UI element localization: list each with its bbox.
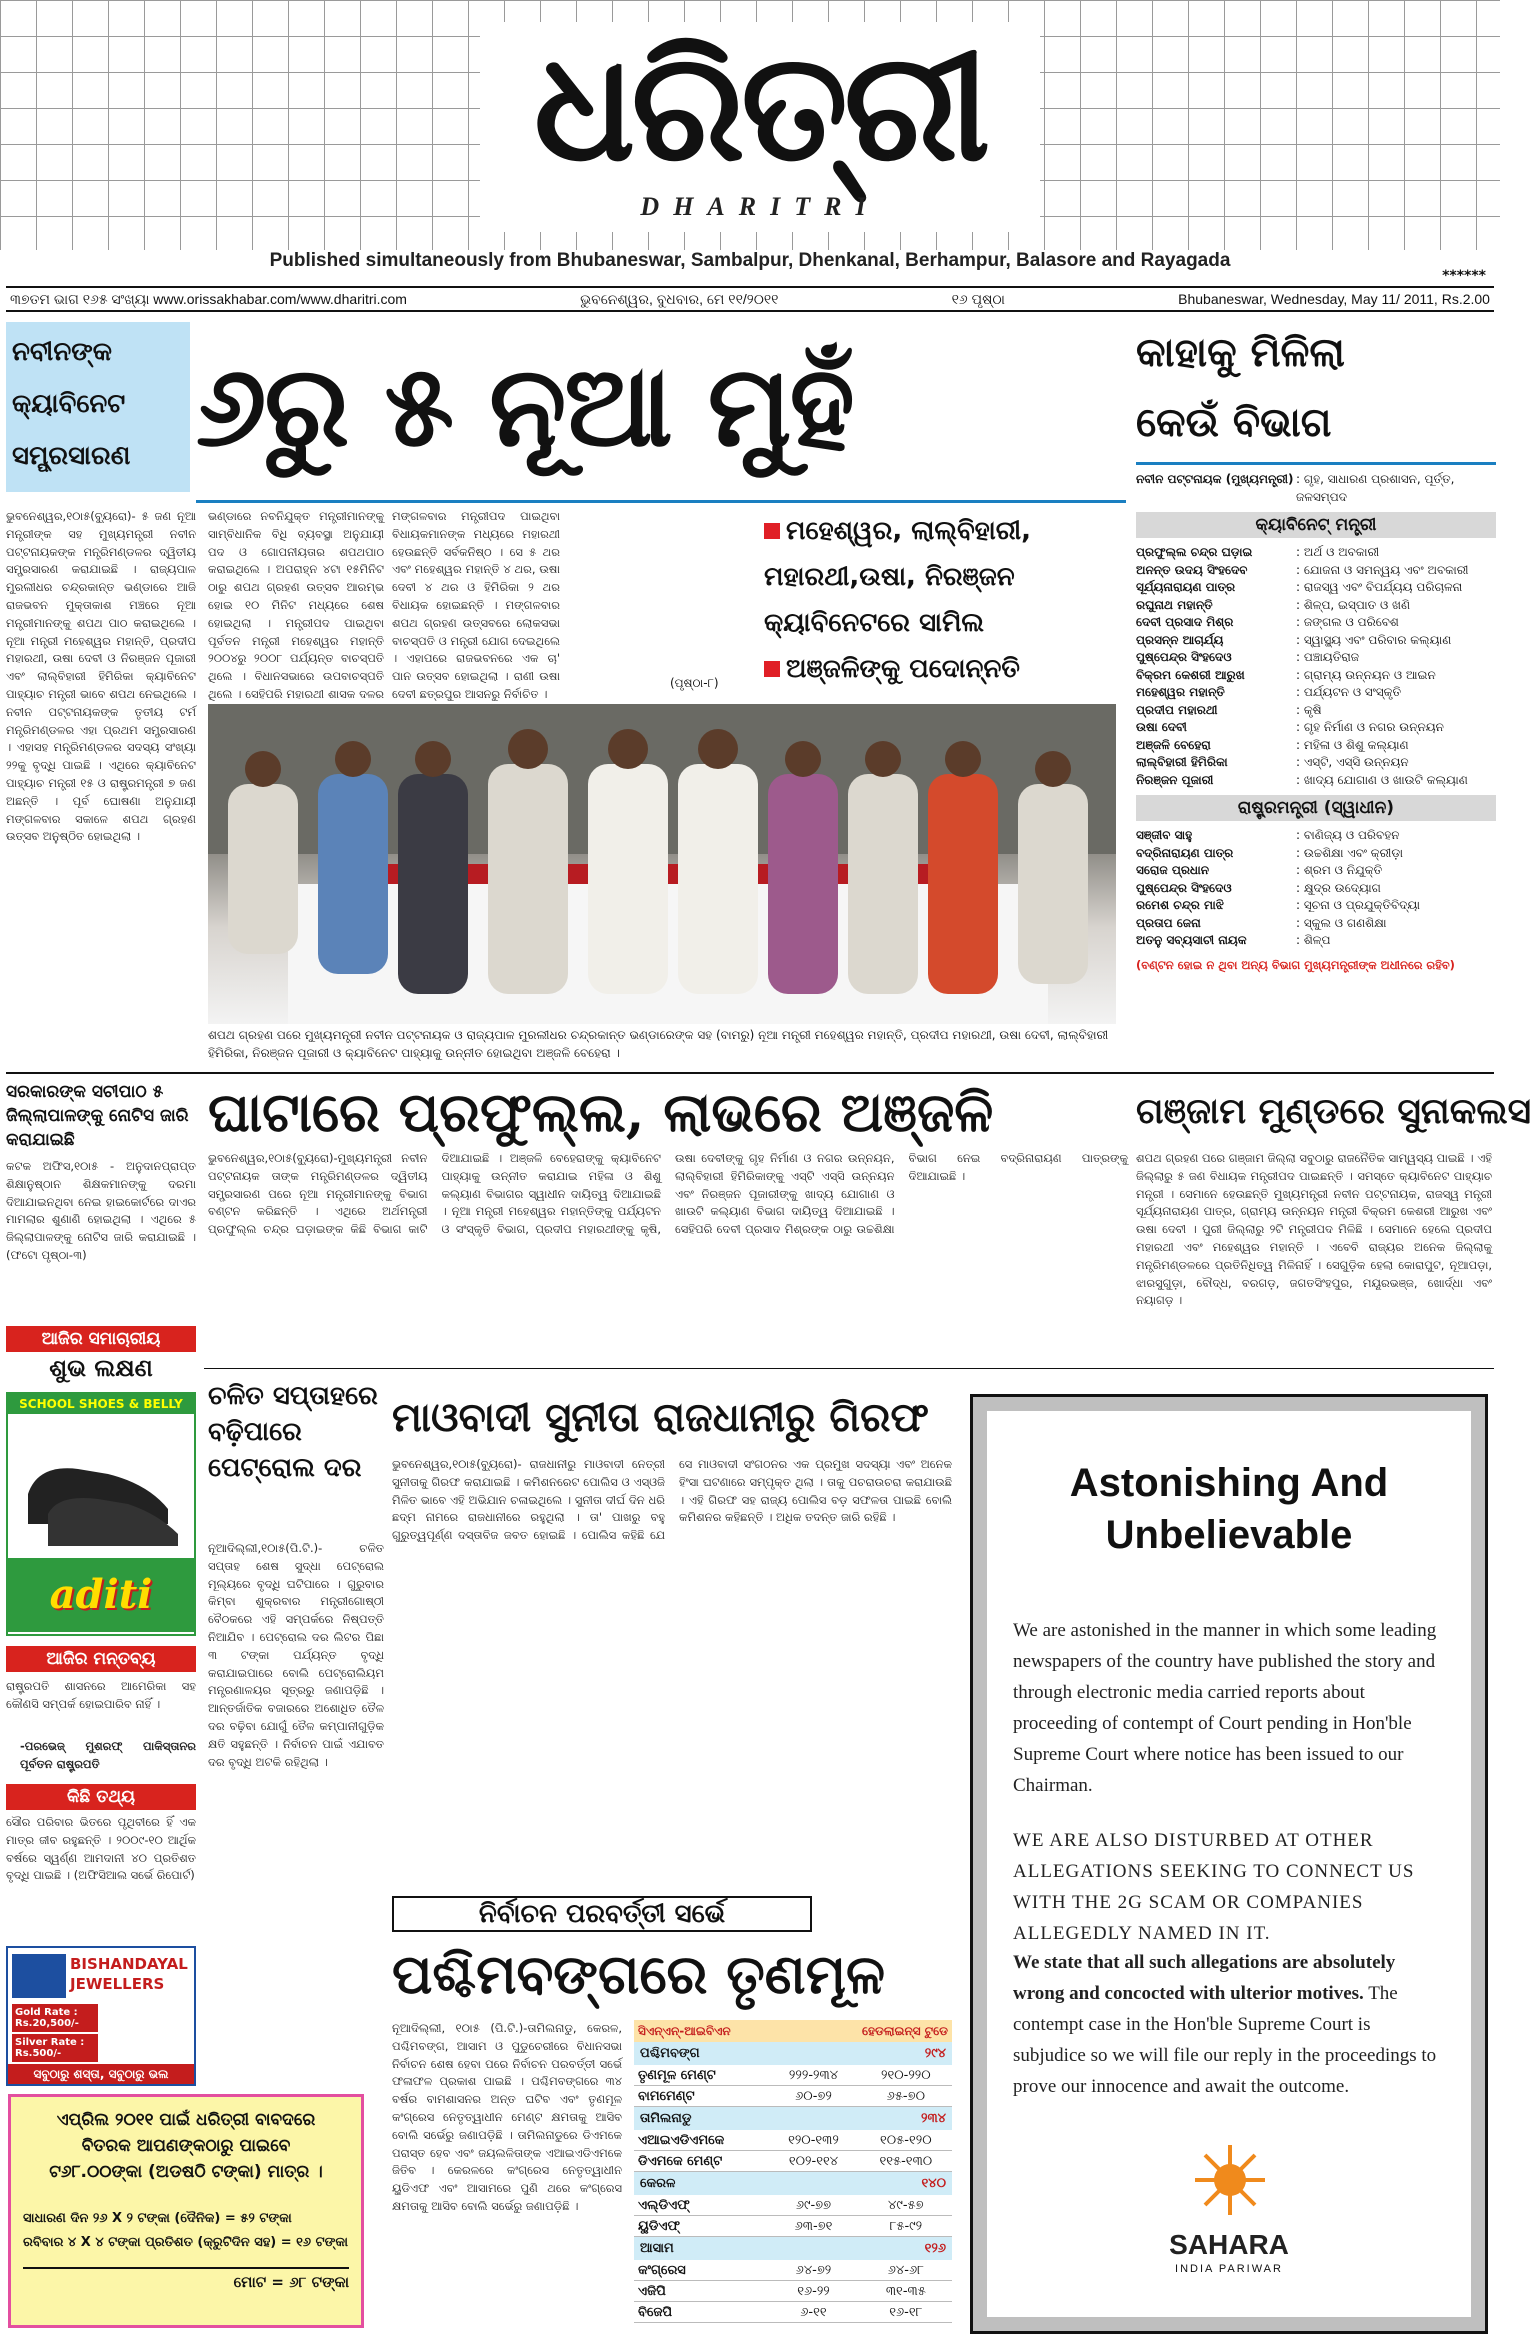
minister-name: ଦେବୀ ପ୍ରସାଦ ମିଶ୍ର — [1136, 615, 1234, 629]
jewellers-logo-icon — [12, 1954, 66, 1998]
minister-dept: : ଅର୍ଥ ଓ ଅବକାରୀ — [1296, 545, 1380, 559]
poll-row: ବାମମେଣ୍ଟ ୬୦-୭୨ ୬୫-୭୦ — [634, 2086, 952, 2107]
cabinet-row — [1136, 544, 1496, 562]
jewellers-ad[interactable] — [6, 1946, 196, 2086]
state-minister-row — [1136, 880, 1496, 898]
poll-state-header: କେରଳ ୧୪୦ — [634, 2172, 952, 2195]
minister-name: ପ୍ରଦୀପ ମହାରଥୀ — [1136, 702, 1218, 717]
poll-row: ତୃଣମୂଳ ମେଣ୍ଟ ୨୨୨-୨୩୪ ୨୧୦-୨୨୦ — [634, 2065, 952, 2086]
photo-illustration — [208, 704, 1116, 1024]
state-minister-row — [1136, 827, 1496, 845]
ai-label: ଆଜିର ସମାଚାରୀୟ — [6, 1326, 196, 1352]
cabinet-row — [1136, 579, 1496, 597]
minister-dept: : କୃଷି — [1296, 702, 1322, 717]
minister-name: ପ୍ରଫୁଲ୍ଲ ଚନ୍ଦ୍ର ଘଡ଼ାଇ — [1136, 545, 1253, 559]
jewellers-brand: BISHANDAYAL JEWELLERS — [70, 1955, 188, 1993]
exit-poll-table — [634, 2020, 952, 2323]
state-minister-row — [1136, 915, 1496, 933]
minister-name: ବଦ୍ରିନାରାୟଣ ପାତ୍ର — [1136, 845, 1234, 860]
cabinet-label: କ୍ୟାବିନେଟ୍ ମନ୍ତ୍ରୀ — [1136, 512, 1496, 538]
lead-rule — [196, 500, 1126, 503]
minister-dept: : ଖାଦ୍ୟ ଯୋଗାଣ ଓ ଖାଉଟି କଲ୍ୟାଣ — [1296, 772, 1468, 787]
minister-dept: : ଗୃହ ନିର୍ମାଣ ଓ ନଗର ଉନ୍ନୟନ — [1296, 720, 1444, 734]
notice-headline: ସରକାରଙ୍କ ସଚୀପାଠ ୫ ଜିଲ୍ଲାପାଳଙ୍କୁ ନୋଟିସ ଜାରି କରାଯାଇଛି — [6, 1082, 189, 1150]
fact-text: ସୌର ପରିବାର ଭିତରେ ପୃଥିବୀରେ ହିଁ ଏକ ମାତ୍ର ଜୀବ ରହୁଛନ୍ତି । ୨୦୦୯-୧୦ ଆର୍ଥିକ ବର୍ଷରେ ସ୍ୱର୍ଣ୍ଣ ଆମଦାନୀ ୪୦ ପ୍ରତିଶତ ବୃଦ୍ଧି ପାଇଛି । (ଅଫିସିଆଲ ସର୍ଭେ ରିପୋର୍ଟ) — [6, 1815, 196, 1883]
cabinet-row — [1136, 719, 1496, 737]
minister-dept: : ଯୋଜନା ଓ ସମନ୍ୱୟ ଏବଂ ଅବକାରୀ — [1296, 562, 1469, 577]
english-date: Bhubaneswar, Wednesday, May 11/ 2011, Rs.2.00 — [1178, 291, 1490, 307]
edition-stars: ****** — [1442, 268, 1486, 284]
state-minister-row — [1136, 932, 1496, 950]
subscription-line2: ବିତରକ ଆପଣଙ୍କଠାରୁ ପାଇବେ — [81, 2136, 291, 2156]
logo-subtitle: DHARITRI — [640, 192, 880, 221]
sahara-ad-para3-rest: The contempt case in the Hon'ble Supreme Court is subjudice so we will file our reply in the proceedings to prove our innocence and await the outcome. — [1013, 1983, 1437, 2097]
minister-name: ପ୍ରସନ୍ନ ଆଚାର୍ଯ୍ୟ — [1136, 632, 1224, 647]
lead-column-3: ମଙ୍ଗଳବାର ମନ୍ତ୍ରୀପଦ ପାଇଥିବା ବିଧାୟକମାନଙ୍କ ମଧ୍ୟରେ ମହାରଥୀ ହେଉଛନ୍ତି ସର୍ବକନିଷ୍ଠ । ସେ ୫ ଥର ଏବଂ ମହେଶ୍ୱର ମହାନ୍ତି ୪ ଥର, ଉଷା ଦେବୀ ୪ ଥର ଓ ହିମିରିକା ୨ ଥର ବିଧାୟକ ହୋଇଛନ୍ତି । ମଙ୍ଗଳବାର ଶପଥ ଗ୍ରହଣ ଉତ୍ସବରେ ଲୋକସଭା ବାଚସ୍ପତି ଓ ମନ୍ତ୍ରୀ ଯୋଗ ଦେଇଥିଲେ । ଏହାପରେ ରାଜଭବନରେ ଏକ ଚା' ପାନ ଉତ୍ସବ ହୋଇଥିଲା । ରାଣୀ ଉଷା ଦେବୀ ଛତ୍ରପୁର ଆସନରୁ ନିର୍ବାଚିତ । — [392, 509, 560, 701]
minister-name: ଅତନୁ ସବ୍ୟସାଚୀ ନାୟକ — [1136, 933, 1247, 947]
poll-row: ବିଜେପି ୬-୧୧ ୧୬-୧୮ — [634, 2302, 952, 2323]
cabinet-list — [1136, 544, 1496, 789]
cabinet-row — [1136, 754, 1496, 772]
subscription-row1: ସାଧାରଣ ଦିନ ୨୬ X ୨ ଟଙ୍କା (ଦୈନିକ) = ୫୨ ଟଙ୍କା — [23, 2211, 292, 2226]
exit-poll-kicker: ନିର୍ବାଚନ ପରବର୍ତ୍ତୀ ସର୍ଭେ — [392, 1896, 812, 1932]
story2-headline: ଘାଟାରେ ପ୍ରଫୁଲ୍ଲ, ଲାଭରେ ଅଞ୍ଜଳି — [208, 1080, 994, 1144]
sahara-ad[interactable] — [970, 1394, 1488, 2334]
silver-rate: Silver Rate : Rs.500/- — [12, 2034, 98, 2062]
dept-row-chief: ନବୀନ ପଟ୍ଟନାୟକ (ମୁଖ୍ୟମନ୍ତ୍ରୀ) : ଗୃହ, ସାଧାରଣ ପ୍ରଶାସନ, ପୂର୍ତ୍ତ, ଜଳସମ୍ପଦ — [1136, 472, 1455, 504]
sahara-ad-title: Astonishing And Unbelievable — [1069, 1461, 1389, 1557]
minister-name: ମହେଶ୍ୱର ମହାନ୍ତି — [1136, 685, 1225, 699]
petrol-headline: ଚଳିତ ସପ୍ତାହରେ ବଢ଼ିପାରେ ପେଟ୍ରୋଲ ଦର — [208, 1381, 378, 1483]
cabinet-row — [1136, 632, 1496, 650]
cabinet-row — [1136, 562, 1496, 580]
minister-dept: : ଗ୍ରାମ୍ୟ ଉନ୍ନୟନ ଓ ଆଇନ — [1296, 667, 1436, 682]
state-minister-row — [1136, 862, 1496, 880]
quote-author: -ପରଭେଜ୍ ମୁଶରଫ୍ ପାକିସ୍ତାନର ପୂର୍ବତନ ରାଷ୍ଟ୍ରପତି — [20, 1739, 196, 1771]
gold-rate: Gold Rate : Rs.20,500/- — [12, 2004, 98, 2032]
minister-name: ସୂର୍ଯ୍ୟନାରାୟଣ ପାତ୍ର — [1136, 580, 1236, 594]
shoe-icon — [8, 1414, 194, 1554]
sahara-brand: SAHARA — [1169, 2229, 1289, 2260]
departments-headline-1: କାହାକୁ ମିଳିଲା — [1136, 330, 1345, 376]
page-count: ୧୬ ପୃଷ୍ଠା — [951, 290, 1005, 307]
minister-dept: : ପଞ୍ଚାୟତିରାଜ — [1296, 650, 1360, 664]
exit-poll-rows — [634, 2042, 952, 2323]
minister-name: ନିରଞ୍ଜନ ପୂଜାରୀ — [1136, 772, 1214, 787]
minister-name: ପୁଷ୍ପେନ୍ଦ୍ର ସିଂହଦେଓ — [1136, 880, 1232, 895]
swearing-in-photo — [208, 704, 1116, 1024]
poll-state-header: ତାମିଲନାଡୁ ୨୩୪ — [634, 2107, 952, 2130]
shoes-ad[interactable] — [6, 1392, 196, 1636]
story3-body: ଶପଥ ଗ୍ରହଣ ପରେ ଗଞ୍ଜାମ ଜିଲ୍ଲା ସବୁଠାରୁ ରାଜନୈତିକ ସାମ୍ୱସ୍ୟ ପାଇଛି । ଏହି ଜିଲ୍ଲାରୁ ୫ ଜଣ ବିଧାୟକ ମନ୍ତ୍ରୀପଦ ପାଇଛନ୍ତି । ସମସ୍ତେ କ୍ୟାବିନେଟ ପାହ୍ୟାଚ ମନ୍ତ୍ରୀ । ସେମାନେ ହେଉଛନ୍ତି ମୁଖ୍ୟମନ୍ତ୍ରୀ ନବୀନ ପଟ୍ଟନାୟକ, ରାଜସ୍ୱ ମନ୍ତ୍ରୀ ସୂର୍ଯ୍ୟନାରାୟଣ ପାତ୍ର, ଗ୍ରାମ୍ୟ ଉନ୍ନୟନ ମନ୍ତ୍ରୀ ବିକ୍ରମ କେଶରୀ ଆରୁଖ ଏବଂ ଉଷା ଦେବୀ । ପୁରୀ ଜିଲ୍ଲାରୁ ୨ଟି ମନ୍ତ୍ରୀପଦ ମିଳିଛି । ସେମାନେ ହେଲେ ପ୍ରଦୀପ ମହାରଥୀ ଏବଂ ମହେଶ୍ୱର ମହାନ୍ତି । ଏବେବି ରାଜ୍ୟର ଅନେକ ଜିଲ୍ଲାକୁ ମନ୍ତ୍ରିମଣ୍ଡଳରେ ପ୍ରତିନିଧିତ୍ୱ ମିଳିନାହିଁ । ସେଗୁଡ଼ିକ ହେଲା କୋରାପୁଟ, ନୂଆପଡ଼ା, ଝାରସୁଗୁଡ଼ା, ବୌଦ୍ଧ, ବରଗଡ଼, ଜଗତସିଂହପୁର, ମୟୂରଭଞ୍ଜ, ଖୋର୍ଦ୍ଧା ଏବଂ ନୟାଗଡ଼ । — [1136, 1151, 1492, 1308]
maoist-headline: ମାଓବାଦୀ ସୁନୀତା ରାଜଧାନୀରୁ ଗିରଫ — [392, 1394, 929, 1441]
minister-dept: : ରାଜସ୍ୱ ଏବଂ ବିପର୍ଯ୍ୟୟ ପରିଚାଳନା — [1296, 580, 1463, 594]
minister-name: ଅନନ୍ତ ଉଦୟ ସିଂହଦେବ — [1136, 562, 1248, 577]
departments-headline-2: କେଉଁ ବିଭାଗ — [1136, 400, 1332, 446]
maoist-body: ଭୁବନେଶ୍ୱର,୧୦ା୫(ବ୍ୟୁରୋ)- ରାଜଧାନୀରୁ ମାଓବାଦୀ ନେତ୍ରୀ ସୁନୀତାକୁ ଗିରଫ କରାଯାଇଛି । କମିଶନରେଟ ପୋଲିସ ଓ ଏସ୍‌ଓଜି ମିଳିତ ଭାବେ ଏହି ଅଭିଯାନ ଚଳାଇଥିଲେ । ସୁନୀତା ଦୀର୍ଘ ଦିନ ଧରି ଛଦ୍ମ ନାମରେ ରାଜଧାନୀରେ ରହୁଥିଲା । ତା' ପାଖରୁ ବହୁ ଗୁରୁତ୍ୱପୂର୍ଣ୍ଣ ଦସ୍ତାବିଜ ଜବତ ହୋଇଛି । ପୋଲିସ କହିଛି ଯେ ସେ ମାଓବାଦୀ ସଂଗଠନର ଏକ ପ୍ରମୁଖ ସଦସ୍ୟା ଏବଂ ଅନେକ ହିଂସା ଘଟଣାରେ ସମ୍ପୃକ୍ତ ଥିଲା । ତାକୁ ପଚରାଉଚରା କରାଯାଉଛି । ଏହି ଗିରଫ ସହ ରାଜ୍ୟ ପୋଲିସ ବଡ଼ ସଫଳତା ପାଇଛି ବୋଲି କମିଶନର କହିଛନ୍ତି । ଅଧିକ ତଦନ୍ତ ଜାରି ରହିଛି । — [392, 1457, 952, 1543]
minister-dept: : ସ୍ୱାସ୍ଥ୍ୟ ଏବଂ ପରିବାର କଲ୍ୟାଣ — [1296, 632, 1452, 647]
departments-headline — [1136, 318, 1496, 458]
minister-name: ପ୍ରତାପ ଜେନା — [1136, 915, 1201, 930]
lead-headline: ୬ରୁ ୫ ନୂଆ ମୁହଁ — [196, 341, 853, 472]
subscription-box — [8, 2094, 364, 2328]
poll-row: ୟୁଡିଏଫ୍ ୬୩-୭୧ ୮୫-୯୨ — [634, 2216, 952, 2237]
minister-name: ଉଷା ଦେବୀ — [1136, 720, 1187, 734]
lead-kicker: ନବୀନଙ୍କ କ୍ୟାବିନେଟ ସମ୍ପ୍ରସାରଣ — [6, 322, 190, 492]
exit-poll-table-head: ସିଏନ୍‌ଏନ୍-ଆଇବିଏନ ହେଡଲାଇନ୍ସ ଟୁଡେ — [634, 2020, 952, 2042]
highlight-2: ଅଞ୍ଜଳିଙ୍କୁ ପଦୋନ୍ନତି — [764, 646, 1124, 692]
sahara-ad-para1: We are astonished in the manner in which some leading newspapers of the country have published the story and through electronic media carried reports about proceeding of contempt of Court pending in Hon'ble Supreme Court where notice has been issued to our Chairman. — [1013, 1620, 1437, 1796]
cabinet-row — [1136, 614, 1496, 632]
sahara-logo-icon — [1187, 2137, 1273, 2223]
poll-row: ଏଜିପି ୧୬-୨୨ ୩୧-୩୫ — [634, 2281, 952, 2302]
sahara-ad-para2: WE ARE ALSO DISTURBED AT OTHER ALLEGATIONS SEEKING TO CONNECT US WITH THE 2G SCAM OR COMPANIES ALLEGEDLY NAMED IN IT. — [1013, 1830, 1415, 1944]
cabinet-row — [1136, 772, 1496, 790]
bullet-square-icon — [764, 661, 780, 677]
departments-table — [1136, 470, 1496, 973]
exit-poll-headline: ପଶ୍ଚିମବଙ୍ଗରେ ତୃଣମୂଳ — [392, 1942, 885, 2006]
minister-name: ସଞ୍ଜୀବ ସାହୁ — [1136, 828, 1193, 842]
minister-name: ପୁଷ୍ପେନ୍ଦ୍ର ସିଂହଦେଓ — [1136, 650, 1232, 664]
lead-column-1: ଭୁବନେଶ୍ୱର,୧୦ା୫(ବ୍ୟୁରୋ)- ୫ ଜଣ ନୂଆ ମନ୍ତ୍ରୀଙ୍କ ସହ ମୁଖ୍ୟମନ୍ତ୍ରୀ ନବୀନ ପଟ୍ଟନାୟକଙ୍କ ମନ୍ତ୍ରିମଣ୍ଡଳର ଦ୍ୱିତୀୟ ସମ୍ପ୍ରସାରଣ କରାଯାଇଛି । ରାଜ୍ୟପାଳ ମୁରଲୀଧର ଚନ୍ଦ୍ରକାନ୍ତ ଭଣ୍ଡାରେ ଆଜି ରାଜଭବନ ମୁକ୍ତାକାଶ ମଞ୍ଚରେ ନୂଆ ମନ୍ତ୍ରୀମାନଙ୍କୁ ଶପଥ ପାଠ କରାଇଥିଲେ । ନୂଆ ମନ୍ତ୍ରୀ ମହେଶ୍ୱର ମହାନ୍ତି, ପ୍ରଦୀପ ମହାରଥୀ, ଉଷା ଦେବୀ ଓ ନିରଞ୍ଜନ ପୂଜାରୀ ଏବଂ ଲାଲ୍‌ବିହାରୀ ହିମିରିକା କ୍ୟାବିନେଟ ପାହ୍ୟାଚ ମନ୍ତ୍ରୀ ଭାବେ ଶପଥ ନେଇଥିଲେ । ନବୀନ ପଟ୍ଟନାୟକଙ୍କ ତୃତୀୟ ଟର୍ମ ମନ୍ତ୍ରିମଣ୍ଡଳର ଏହା ପ୍ରଥମ ସମ୍ପ୍ରସାରଣ । ଏହାସହ ମନ୍ତ୍ରିମଣ୍ଡଳର ସଦସ୍ୟ ସଂଖ୍ୟା ୨୨କୁ ବୃଦ୍ଧି ପାଇଛି । ଏଥିରେ କ୍ୟାବିନେଟ ପାହ୍ୟାଚ ମନ୍ତ୍ରୀ ୧୫ ଓ ରାଷ୍ଟ୍ରମନ୍ତ୍ରୀ ୭ ଜଣ ଅଛନ୍ତି । ପୂର୍ବ ଘୋଷଣା ଅନୁଯାୟୀ ମଙ୍ଗଳବାର ସକାଳେ ଶପଥ ଗ୍ରହଣ ଉତ୍ସବ ଅନୁଷ୍ଠିତ ହୋଇଥିଲା । — [6, 509, 196, 844]
minister-dept: : କ୍ଷୁଦ୍ର ଉଦ୍ୟୋଗ — [1296, 880, 1381, 895]
section-divider — [6, 1072, 1494, 1074]
minister-dept: : ଜଙ୍ଗଲ ଓ ପରିବେଶ — [1296, 615, 1399, 629]
poll-row: ଡିଏମକେ ମେଣ୍ଟ ୧୦୨-୧୧୪ ୧୧୫-୧୩୦ — [634, 2151, 952, 2172]
lead-highlights — [764, 508, 1124, 698]
continued-page: (ପୃଷ୍ଠା-୮) — [670, 676, 719, 690]
departments-rule — [1136, 462, 1496, 465]
minister-name: ରଘୁନାଥ ମହାନ୍ତି — [1136, 597, 1213, 612]
quote-label: ଆଜିର ମନ୍ତବ୍ୟ — [6, 1646, 196, 1672]
state-minister-row — [1136, 845, 1496, 863]
subscription-total: ମୋଟ = ୬୮ ଟଙ୍କା — [23, 2267, 349, 2291]
shoes-ad-top: SCHOOL SHOES & BELLY — [8, 1394, 194, 1414]
bullet-square-icon — [764, 523, 780, 539]
subscription-row2: ରବିବାର ୪ X ୪ ଟଙ୍କା ପ୍ରତିଶତ (କ୍ରୁଟିଦିନ ସହ) = ୧୬ ଟଙ୍କା — [23, 2235, 348, 2250]
cabinet-row — [1136, 649, 1496, 667]
jewellers-tagline: ସବୁଠାରୁ ଶସ୍ତା, ସବୁଠାରୁ ଭଲ — [8, 2064, 194, 2084]
state-label: ରାଷ୍ଟ୍ରମନ୍ତ୍ରୀ (ସ୍ୱାଧୀନ) — [1136, 795, 1496, 821]
subscription-line1: ଏପ୍ରିଲ ୨୦୧୧ ପାଇଁ ଧରିତ୍ରୀ ବାବଦରେ — [56, 2110, 316, 2130]
dateline — [6, 286, 1494, 312]
exit-poll-body: ନୂଆଦିଲ୍ଲୀ, ୧୦ା୫ (ପି.ଟି.)-ତାମିଲନାଡୁ, କେରଳ, ପଶ୍ଚିମବଙ୍ଗ, ଆସାମ ଓ ପୁଡୁଚେରୀରେ ବିଧାନସଭା ନିର୍ବାଚନ ଶେଷ ହେବା ପରେ ନିର୍ବାଚନ ପରବର୍ତ୍ତୀ ସର୍ଭେ ଫଳାଫଳ ପ୍ରକାଶ ପାଇଛି । ପଶ୍ଚିମବଙ୍ଗରେ ୩୪ ବର୍ଷର ବାମଶାସନର ଅନ୍ତ ଘଟିବ ଏବଂ ତୃଣମୂଳ କଂଗ୍ରେସ ନେତୃତ୍ୱାଧୀନ ମେଣ୍ଟ କ୍ଷମତାକୁ ଆସିବ ବୋଲି ସର୍ଭେରୁ ଜଣାପଡ଼ିଛି । ତାମିଲନାଡୁରେ ଡିଏମକେ ପରାସ୍ତ ହେବ ଏବଂ ଜୟଲଳିତାଙ୍କ ଏଆଇଏଡିଏମକେ ଜିତିବ । କେରଳରେ କଂଗ୍ରେସ ନେତୃତ୍ୱାଧୀନ ୟୁଡିଏଫ ଏବଂ ଆସାମରେ ପୁଣି ଥରେ କଂଗ୍ରେସ କ୍ଷମତାକୁ ଆସିବ ବୋଲି ସର୍ଭେରୁ ଜଣାପଡ଼ିଛି । — [392, 2021, 622, 2213]
photo-caption: ଶପଥ ଗ୍ରହଣ ପରେ ମୁଖ୍ୟମନ୍ତ୍ରୀ ନବୀନ ପଟ୍ଟନାୟକ ଓ ରାଜ୍ୟପାଳ ମୁରଲୀଧର ଚନ୍ଦ୍ରକାନ୍ତ ଭଣ୍ଡାରେଙ୍କ ସହ (ବାମରୁ) ନୂଆ ମନ୍ତ୍ରୀ ମହେଶ୍ୱର ମହାନ୍ତି, ପ୍ରଦୀପ ମହାରଥୀ, ଉଷା ଦେବୀ, ଲାଲ୍‌ବିହାରୀ ହିମିରିକା, ନିରଞ୍ଜନ ପୂଜାରୀ ଓ କ୍ୟାବିନେଟ ପାହ୍ୟାକୁ ଉନ୍ନୀତ ହୋଇଥିବା ଅଞ୍ଜଳି ବେହେରା । — [208, 1028, 1109, 1060]
section-divider-2 — [204, 1368, 1494, 1369]
poll-row: କଂଗ୍ରେସ ୬୪-୭୨ ୬୪-୬୮ — [634, 2260, 952, 2281]
poll-row: ଏଲ୍‌ଡିଏଫ୍ ୬୯-୭୭ ୪୯-୫୭ — [634, 2195, 952, 2216]
minister-name: ଅଞ୍ଜଳି ବେହେରା — [1136, 737, 1211, 752]
state-list — [1136, 827, 1496, 950]
logo-wordmark: ଧରିତ୍ରୀ — [533, 19, 987, 195]
masthead-logo — [480, 19, 1040, 232]
sahara-ad-para3 — [1013, 1947, 1445, 2102]
cabinet-row — [1136, 702, 1496, 720]
minister-dept: : ପର୍ଯ୍ୟଟନ ଓ ସଂସ୍କୃତି — [1296, 685, 1402, 699]
sahara-brand-sub: INDIA PARIWAR — [1175, 2263, 1283, 2275]
subscription-line3: ଟ୬୮.୦୦ଙ୍କା (ଅଡଷଠି ଟଙ୍କା) ମାତ୍ର । — [49, 2162, 323, 2182]
minister-dept: : ସ୍କୁଲ ଓ ଗଣଶିକ୍ଷା — [1296, 915, 1387, 930]
story2-body: ଭୁବନେଶ୍ୱର,୧୦ା୫(ବ୍ୟୁରୋ)-ମୁଖ୍ୟମନ୍ତ୍ରୀ ନବୀନ ପଟ୍ଟନାୟକ ତାଙ୍କ ମନ୍ତ୍ରିମଣ୍ଡଳର ଦ୍ୱିତୀୟ ସମ୍ପ୍ରସାରଣ ପରେ ନୂଆ ମନ୍ତ୍ରୀମାନଙ୍କୁ ବିଭାଗ ବଣ୍ଟନ କରିଛନ୍ତି । ଏଥିରେ ଅର୍ଥମନ୍ତ୍ରୀ ପ୍ରଫୁଲ୍ଲ ଚନ୍ଦ୍ର ଘଡ଼ାଇଙ୍କ କିଛି ବିଭାଗ କାଟି ଦିଆଯାଇଛି । ଅଞ୍ଜଳି ବେହେରାଙ୍କୁ କ୍ୟାବିନେଟ ପାହ୍ୟାକୁ ଉନ୍ନୀତ କରାଯାଇ ମହିଳା ଓ ଶିଶୁ କଲ୍ୟାଣ ବିଭାଗର ସ୍ୱାଧୀନ ଦାୟିତ୍ୱ ଦିଆଯାଇଛି । ନୂଆ ମନ୍ତ୍ରୀ ମହେଶ୍ୱର ମହାନ୍ତିଙ୍କୁ ପର୍ଯ୍ୟଟନ ଓ ସଂସ୍କୃତି ବିଭାଗ, ପ୍ରଦୀପ ମହାରଥୀଙ୍କୁ କୃଷି, ଉଷା ଦେବୀଙ୍କୁ ଗୃହ ନିର୍ମାଣ ଓ ନଗର ଉନ୍ନୟନ, ଲାଲ୍‌ବିହାରୀ ହିମିରିକାଙ୍କୁ ଏସ୍‌ଟି ଏସ୍‌ସି ଉନ୍ନୟନ ଏବଂ ନିରଞ୍ଜନ ପୂଜାରୀଙ୍କୁ ଖାଦ୍ୟ ଯୋଗାଣ ଓ ଖାଉଟି କଲ୍ୟାଣ ବିଭାଗ ଦାୟିତ୍ୱ ଦିଆଯାଇଛି । ସେହିପରି ଦେବୀ ପ୍ରସାଦ ମିଶ୍ରଙ୍କ ଠାରୁ ଉଚ୍ଚଶିକ୍ଷା ବିଭାଗ ନେଇ ବଦ୍ରିନାରାୟଣ ପାତ୍ରଙ୍କୁ ଦିଆଯାଇଛି । — [208, 1151, 1128, 1237]
issue-info: ୩୭ତମ ଭାଗ ୧୬୫ ସଂଖ୍ୟା www.orissakhabar.com/www.dharitri.com — [10, 290, 407, 307]
cabinet-row — [1136, 684, 1496, 702]
published-line: Published simultaneously from Bhubaneswar, Sambalpur, Dhenkanal, Berhampur, Balasore and Rayagada — [269, 250, 1231, 271]
minister-dept: : ମହିଳା ଓ ଶିଶୁ କଲ୍ୟାଣ — [1296, 737, 1409, 752]
minister-name: ଲାଲ୍‌ବିହାରୀ ହିମିରିକା — [1136, 755, 1228, 769]
notice-body: କଟକ ଅଫିସ,୧୦ା୫ - ଅନୁଦାନପ୍ରାପ୍ତ ଶିକ୍ଷାନୁଷ୍ଠାନ ଶିକ୍ଷକମାନଙ୍କୁ ଦରମା ଦିଆଯାଇନଥିବା ନେଇ ହାଇକୋର୍ଟରେ ଦାଏର ମାମଲାର ଶୁଣାଣି ହୋଇଥିଲା । ଏଥିରେ ୫ ଜିଲ୍ଲାପାଳଙ୍କୁ ନୋଟିସ ଜାରି କରାଯାଇଛି । (ଫଟୋ ପୃଷ୍ଠା-୩) — [6, 1159, 196, 1262]
poll-row: ଏଆଇଏଡିଏମକେ ୧୨୦-୧୩୨ ୧୦୫-୧୨୦ — [634, 2130, 952, 2151]
minister-dept: : ଏସ୍‌ଟି, ଏସ୍‌ସି ଉନ୍ନୟନ — [1296, 755, 1409, 769]
story3-headline: ଗଞ୍ଜାମ ମୁଣ୍ଡରେ ସୁନାକଲସ — [1136, 1090, 1531, 1132]
sahara-ad-para3-bold: We state that all such allegations are absolutely wrong and concocted with ulterior motives. — [1013, 1952, 1396, 2004]
highlight-1: ମହେଶ୍ୱର, ଲାଲ୍‌ବିହାରୀ, ମହାରଥୀ,ଉଷା, ନିରଞ୍ଜନ କ୍ୟାବିନେଟରେ ସାମିଲ — [764, 516, 1032, 638]
lead-column-2: ଭଣ୍ଡାରେ ନବନିଯୁକ୍ତ ମନ୍ତ୍ରୀମାନଙ୍କୁ ସାମ୍ବିଧାନିକ ବିଧି ବ୍ୟବସ୍ଥା ଅନୁଯାୟୀ ପଦ ଓ ଗୋପନୀୟତାର ଶପଥପାଠ କରାଇଥିଲେ । ଅପରାହ୍ନ ୪ଟା ୧୫ମିନିଟ ଠାରୁ ଶପଥ ଗ୍ରହଣ ଉତ୍ସବ ଆରମ୍ଭ ହୋଇ ୧୦ ମିନିଟ ମଧ୍ୟରେ ଶେଷ ହୋଇଥିଲା । ମନ୍ତ୍ରୀପଦ ପାଇଥିବା ପୂର୍ବତନ ମନ୍ତ୍ରୀ ମହେଶ୍ୱର ମହାନ୍ତି ୨୦୦୪ରୁ ୨୦୦୮ ପର୍ଯ୍ୟନ୍ତ ବାଚସ୍ପତି ଥିଲେ । ବିଧାନସଭାରେ ଉପବାଚସ୍ପତି ଥିଲେ । ସେହିପରି ମହାରଥୀ ଶାସକ ଦଳର — [208, 509, 384, 701]
cabinet-row — [1136, 597, 1496, 615]
odia-date: ଭୁବନେଶ୍ୱର, ବୁଧବାର, ମେ ୧୧/୨୦୧୧ — [580, 290, 779, 307]
ai-value: ଶୁଭ ଲକ୍ଷଣ — [49, 1354, 153, 1382]
departments-note: (ବଣ୍ଟନ ହୋଇ ନ ଥିବା ଅନ୍ୟ ବିଭାଗ ମୁଖ୍ୟମନ୍ତ୍ରୀଙ୍କ ଅଧୀନରେ ରହିବ) — [1136, 957, 1455, 972]
minister-name: ସରୋଜ ପ୍ରଧାନ — [1136, 863, 1210, 877]
cabinet-row — [1136, 737, 1496, 755]
petrol-body: ନୂଆଦିଲ୍ଲୀ,୧୦ା୫(ପି.ଟି.)- ଚଳିତ ସପ୍ତାହ ଶେଷ ସୁଦ୍ଧା ପେଟ୍ରୋଲ ମୂଲ୍ୟରେ ବୃଦ୍ଧି ଘଟିପାରେ । ଗୁରୁବାର କିମ୍ବା ଶୁକ୍ରବାର ମନ୍ତ୍ରୀଗୋଷ୍ଠୀ ବୈଠକରେ ଏହି ସମ୍ପର୍କରେ ନିଷ୍ପତ୍ତି ନିଆଯିବ । ପେଟ୍ରୋଲ ଦର ଲିଟର ପିଛା ୩ ଟଙ୍କା ପର୍ଯ୍ୟନ୍ତ ବୃଦ୍ଧି କରାଯାଇପାରେ ବୋଲି ପେଟ୍ରୋଲିୟମ ମନ୍ତ୍ରଣାଳୟର ସୂତ୍ରରୁ ଜଣାପଡ଼ିଛି । ଆନ୍ତର୍ଜାତିକ ବଜାରରେ ଅଶୋଧିତ ତୈଳ ଦର ବଢ଼ିବା ଯୋଗୁଁ ତୈଳ କମ୍ପାନୀଗୁଡ଼ିକ କ୍ଷତି ସହୁଛନ୍ତି । ନିର୍ବାଚନ ପାଇଁ ଏଯାବତ ଦର ବୃଦ୍ଧି ଅଟକି ରହିଥିଲା । — [208, 1541, 384, 1769]
minister-dept: : ଶ୍ରମ ଓ ନିଯୁକ୍ତି — [1296, 863, 1383, 877]
shoes-ad-brand: aditi — [8, 1558, 194, 1632]
minister-dept: : ଉଚ୍ଚଶିକ୍ଷା ଏବଂ କ୍ରୀଡ଼ା — [1296, 845, 1404, 860]
minister-dept: : ସୂଚନା ଓ ପ୍ରଯୁକ୍ତିବିଦ୍ୟା — [1296, 898, 1421, 912]
poll-state-header: ଆସାମ ୧୨୬ — [634, 2237, 952, 2260]
minister-dept: : ବାଣିଜ୍ୟ ଓ ପରିବହନ — [1296, 828, 1400, 842]
fact-label: କିଛି ତଥ୍ୟ — [6, 1784, 196, 1810]
state-minister-row — [1136, 897, 1496, 915]
minister-name: ରମେଶ ଚନ୍ଦ୍ର ମାଝି — [1136, 898, 1224, 912]
cabinet-row — [1136, 667, 1496, 685]
quote-text: ରାଷ୍ଟ୍ରପତି ଶାସନରେ ଆମେରିକା ସହ କୌଣସି ସମ୍ପର୍କ ହୋଇପାରିବ ନାହିଁ । — [6, 1679, 196, 1711]
minister-dept: : ଶିଳ୍ପ, ଇସ୍ପାତ ଓ ଖଣି — [1296, 597, 1411, 612]
poll-state-header: ପଶ୍ଚିମବଙ୍ଗ ୨୯୪ — [634, 2042, 952, 2065]
minister-name: ବିକ୍ରମ କେଶରୀ ଆରୁଖ — [1136, 667, 1245, 682]
minister-dept: : ଶିଳ୍ପ — [1296, 933, 1331, 947]
